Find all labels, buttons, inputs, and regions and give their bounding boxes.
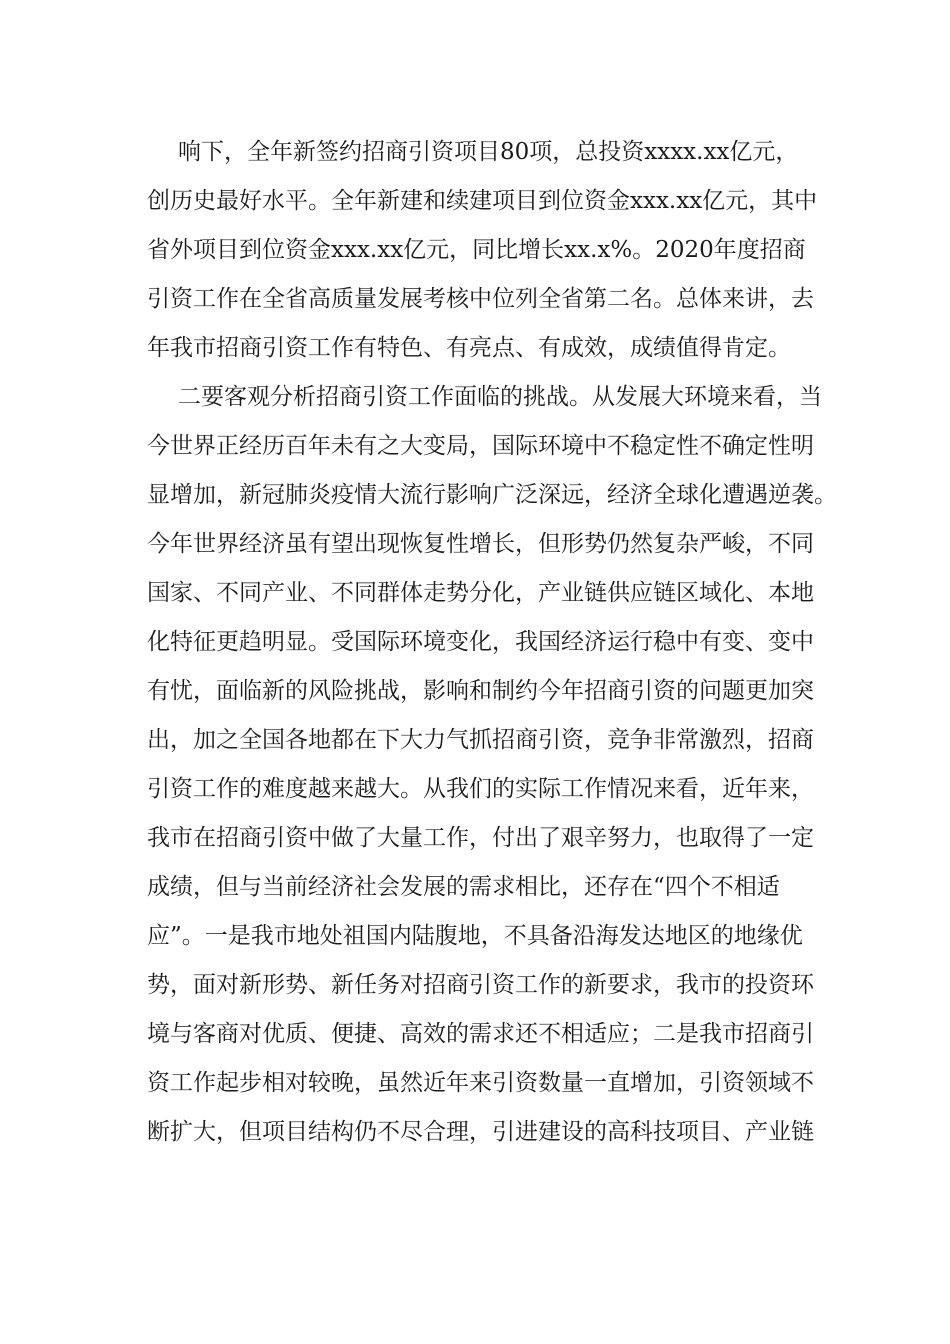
text-line: 应”。一是我市地处祖国内陆腹地，不具备沿海发达地区的地缘优 [147, 923, 803, 949]
text-line: 显增加，新冠肺炎疫情大流行影响广泛深远，经济全球化遭遇逆袭。 [147, 482, 837, 508]
text-line: 资工作起步相对较晚，虽然近年来引资数量一直增加，引资领域不 [147, 1070, 814, 1096]
text-line: 成绩，但与当前经济社会发展的需求相比，还存在“四个不相适 [147, 874, 780, 900]
text-line: 响下，全年新签约招商引资项目80项，总投资xxxx.xx亿元， [178, 139, 799, 165]
text-line: 二要客观分析招商引资工作面临的挑战。从发展大环境来看，当 [178, 384, 822, 410]
text-line: 有忧，面临新的风险挑战，影响和制约今年招商引资的问题更加突 [147, 678, 814, 704]
text-line: 创历史最好水平。全年新建和续建项目到位资金xxx.xx亿元，其中 [147, 188, 818, 214]
text-line: 年我市招商引资工作有特色、有亮点、有成效，成绩值得肯定。 [147, 335, 791, 361]
text-line: 国家、不同产业、不同群体走势分化，产业链供应链区域化、本地 [147, 580, 814, 606]
text-line: 势，面对新形势、新任务对招商引资工作的新要求，我市的投资环 [147, 972, 814, 998]
text-line: 出，加之全国各地都在下大力气抓招商引资，竞争非常激烈，招商 [147, 727, 814, 753]
text-line: 化特征更趋明显。受国际环境变化，我国经济运行稳中有变、变中 [147, 629, 814, 655]
text-line: 今年世界经济虽有望出现恢复性增长，但形势仍然复杂严峻，不同 [147, 531, 814, 557]
text-line: 断扩大，但项目结构仍不尽合理，引进建设的高科技项目、产业链 [147, 1119, 814, 1145]
text-line: 今世界正经历百年未有之大变局，国际环境中不稳定性不确定性明 [147, 433, 814, 459]
text-line: 引资工作在全省高质量发展考核中位列全省第二名。总体来讲，去 [147, 286, 814, 312]
text-line: 我市在招商引资中做了大量工作，付出了艰辛努力，也取得了一定 [147, 825, 814, 851]
text-line: 境与客商对优质、便捷、高效的需求还不相适应；二是我市招商引 [147, 1021, 814, 1047]
text-line: 省外项目到位资金xxx.xx亿元，同比增长xx.x%。2020年度招商 [147, 237, 806, 263]
text-line: 引资工作的难度越来越大。从我们的实际工作情况来看，近年来， [147, 776, 814, 802]
